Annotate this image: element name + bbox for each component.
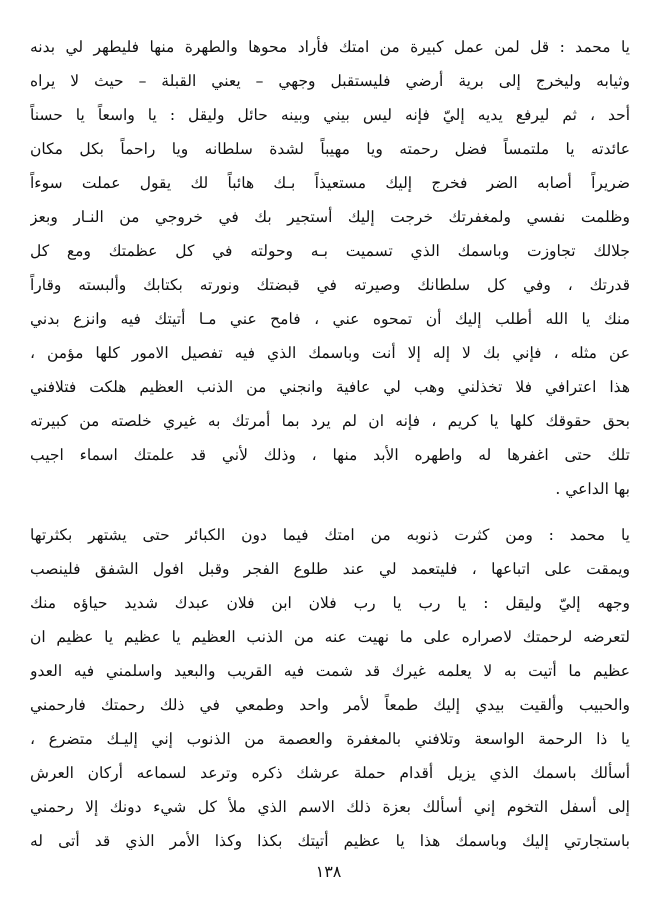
text-line: هذا اعترافي فلا تخذلني وهب لي عافية وانجني من الذنب العظيم هلكت فتلافني [30, 378, 630, 396]
paragraph-2 [30, 518, 630, 858]
text-line: والحبيب وألقيت بيدي إليك طمعاً لأمر واحد وطمعي في ذلك رحمتك فارحمني [30, 696, 630, 714]
text-line: وجهه إليّ وليقل : يا رب يا رب فلان ابن فلان عبدك شديد حياؤه منك [30, 594, 630, 612]
text-line: إلى أسفل التخوم إني أسألك بعزة ذلك الاسم الذي ملأ كل شيء دونك إلا رحمني [30, 798, 630, 816]
text-line: عن مثله ، فإني بك لا إله إلا أنت وباسمك الذي فيه تفصيل الامور كلها مؤمن ، [30, 344, 630, 362]
text-line: يا محمد : قل لمن عمل كبيرة من امتك فأراد محوها والطهرة منها فليطهر لي بدنه [30, 38, 630, 56]
text-line: أسألك باسمك الذي يزيل أقدام حملة عرشك ذكره وترعد لسماعه أركان العرش [30, 764, 630, 782]
paragraph-1 [30, 30, 630, 506]
text-line: وظلمت نفسي ولمغفرتك خرجت إليك أستجير بك في خروجي من النـار وبعز [30, 208, 630, 226]
text-line: قدرتك ، وفي كل سلطانك وصيرته في قبضتك ونورته بكتابك وألبسته وقاراً [30, 276, 630, 294]
text-line: منك يا الله أطلب إليك أن تمحوه عني ، فامح عني مـا أتيتك فيه وانزع بدني [30, 310, 630, 328]
text-line: عظيم ما أتيت به لا يعلمه غيرك قد شمت فيه القريب والبعيد واسلمني فيه العدو [30, 662, 630, 680]
text-line: أحد ، ثم ليرفع يديه إليّ فإنه ليس بيني وبينه حائل وليقل : يا واسعاً يا حسناً [30, 106, 630, 124]
text-line: بحق حقوقك كلها يا كريم ، فإنه ان لم يرد بما أمرتك به غيري خلصته من كبيرته [30, 412, 630, 430]
text-line: جلالك تجاوزت وباسمك الذي تسميت بـه وحولته في كل عظمتك ومع كل [30, 242, 630, 260]
text-line: يا محمد : ومن كثرت ذنوبه من امتك فيما دون الكبائر حتى يشتهر بكثرتها [30, 526, 630, 544]
text-line: بها الداعي . [555, 480, 630, 498]
text-line: يا ذا الرحمة الواسعة وتلافني بالمغفرة والعصمة من الذنوب إني إليـك متضرع ، [30, 730, 630, 748]
text-line: وثيابه وليخرج إلى برية أرضي فليستقبل وجهي – يعني القبلة – حيث لا يراه [30, 72, 630, 90]
text-line: باستجارتي إليك وباسمك هذا يا عظيم أتيتك بكذا وكذا الأمر الذي قد أتى له [30, 832, 630, 850]
page-number: ١٣٨ [315, 862, 342, 881]
text-line: ويمقت على اتباعها ، فليتعمد لي عند طلوع الفجر وقبل افول الشفق فلينصب [30, 560, 630, 578]
text-line: ضريراً أصابه الضر فخرج إليك مستعيذاً بـك هائباً لك يقول عملت سوءاً [30, 174, 630, 192]
text-line: تلك حتى اغفرها له واطهره الأبد منها ، وذلك لأني قد علمتك اسماء اجيب [30, 446, 630, 464]
text-line: لتعرضه لرحمتك لاصراره على ما نهيت عنه من الذنب العظيم يا عظيم يا عظيم ان [30, 628, 630, 646]
text-line: عائدته يا ملتمساً فضل رحمته ويا مهيباً لشدة سلطانه ويا راحماً بكل مكان [30, 140, 630, 158]
